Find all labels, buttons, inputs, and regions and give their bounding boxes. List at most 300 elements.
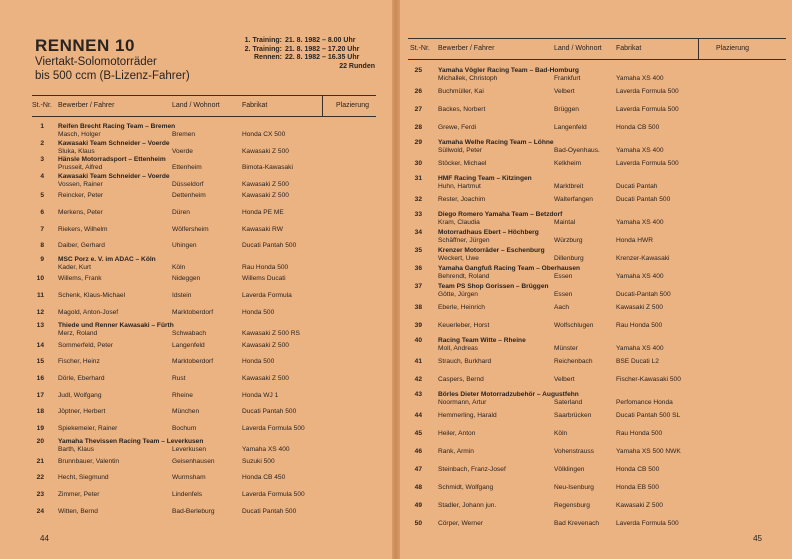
rider-hometown: Schwabach (172, 330, 207, 338)
rider-hometown: Velbert (554, 88, 575, 95)
entry-row (408, 282, 786, 300)
rider-name: Daiber, Gerhard (58, 242, 105, 250)
schedule-value: 21. 8. 1982 – 8.00 Uhr (285, 37, 356, 44)
schedule-value: 22. 8. 1982 – 16.35 Uhr (285, 54, 360, 62)
motorcycle-make: Yamaha XS 400 (616, 219, 664, 226)
start-number: 30 (414, 160, 422, 167)
entry-row (32, 205, 376, 222)
motorcycle-make: Krenzer-Kawasaki (616, 255, 670, 262)
start-number: 36 (414, 265, 422, 272)
team-name: Yamaha Gangfuß Racing Team – Oberhausen (438, 265, 581, 272)
rider-name: Buchmüller, Kai (438, 88, 484, 95)
motorcycle-make: Kawasaki Z 500 (616, 502, 663, 509)
entry-row (408, 138, 786, 156)
schedule-label: 1. Training: (244, 37, 282, 44)
race-title: RENNEN 10 (35, 36, 135, 55)
rider-hometown: Langenfeld (554, 124, 587, 131)
rider-hometown: Essen (554, 273, 573, 280)
rider-hometown: Neu-Isenburg (554, 484, 594, 491)
rider-name: Hecht, Siegmund (58, 474, 109, 482)
start-number: 46 (414, 448, 422, 455)
rider-hometown: Bremen (172, 131, 196, 138)
schedule-label: Rennen: (254, 54, 282, 62)
rider-name: Schäffner, Jürgen (438, 237, 490, 244)
rider-hometown: Vohenstrauss (554, 448, 594, 455)
motorcycle-make: Yamaha XS 400 (616, 147, 664, 154)
column-divider (322, 96, 323, 116)
rider-name: Strauch, Burkhard (438, 358, 492, 365)
rider-hometown: Aach (554, 304, 570, 311)
motorcycle-make: Ducati Pantah 500 SL (616, 412, 681, 419)
entry-list (32, 122, 376, 520)
motorcycle-make: Honda 500 (242, 358, 275, 366)
start-number: 41 (414, 358, 422, 365)
motorcycle-make: Perfomance Honda (616, 399, 673, 406)
rider-name: Rank, Armin (438, 448, 474, 455)
start-number: 21 (36, 457, 44, 465)
rider-name: Moll, Andreas (438, 345, 478, 352)
rider-hometown: Reichenbach (554, 358, 593, 365)
entry-row (32, 188, 376, 205)
entry-row (32, 437, 376, 454)
motorcycle-make: Laverda Formula 500 (616, 160, 679, 167)
start-number: 31 (414, 175, 422, 182)
motorcycle-make: Kawasaki Z 500 (242, 341, 289, 349)
entry-row (32, 321, 376, 338)
motorcycle-make: Laverda Formula (242, 291, 292, 299)
rider-hometown: Voerde (172, 147, 193, 155)
start-number: 37 (414, 283, 422, 290)
entry-row (408, 426, 786, 444)
rider-name: Süllwold, Peter (438, 147, 482, 154)
start-number: 43 (414, 391, 422, 398)
start-number: 3 (40, 156, 44, 164)
rider-hometown: Bad Krevenach (554, 520, 600, 527)
rider-name: Michallek, Christoph (438, 75, 498, 82)
motorcycle-make: Suzuki 500 (242, 457, 275, 465)
entry-row (408, 210, 786, 228)
start-number: 18 (36, 408, 44, 416)
entry-row (32, 271, 376, 288)
start-number: 42 (414, 376, 422, 383)
rider-hometown: Lindenfels (172, 491, 203, 499)
start-number: 8 (40, 242, 44, 250)
entry-row (408, 390, 786, 408)
motorcycle-make: Kawasaki Z 500 (242, 180, 289, 188)
rider-name: Dörle, Eberhard (58, 374, 105, 382)
rider-hometown: Uhingen (172, 242, 197, 250)
start-number: 5 (40, 192, 44, 200)
rider-name: Witten, Bernd (58, 507, 98, 515)
rider-hometown: Köln (172, 263, 186, 271)
start-number: 33 (414, 211, 422, 218)
start-number: 47 (414, 466, 422, 473)
entry-row (408, 84, 786, 102)
start-number: 1 (40, 123, 44, 130)
entry-row (32, 155, 376, 172)
rider-hometown: Münster (554, 345, 578, 352)
rider-hometown: Bochum (172, 424, 197, 432)
rider-hometown: Maintal (554, 219, 576, 226)
start-number: 19 (36, 424, 44, 432)
motorcycle-make: Willems Ducati (242, 275, 286, 283)
motorcycle-make: Rau Honda 500 (242, 263, 289, 271)
rider-name: Reincker, Peter (58, 192, 104, 200)
motorcycle-make: Yamaha XS 500 NWK (616, 448, 681, 455)
right-page (396, 0, 792, 559)
header-platz: Plazierung (336, 102, 370, 109)
entry-row (32, 122, 376, 139)
rider-hometown: Brüggen (554, 106, 579, 113)
rider-name: Huhn, Hartmut (438, 183, 481, 190)
motorcycle-make: BSE Ducati L2 (616, 358, 659, 365)
entry-row (408, 156, 786, 174)
header-land: Land / Wohnort (172, 102, 220, 109)
start-number: 25 (414, 67, 422, 74)
entry-row (32, 421, 376, 438)
motorcycle-make: Honda EB 500 (616, 484, 659, 491)
rider-name: Merkens, Peter (58, 208, 103, 216)
motorcycle-make: Honda CX 500 (242, 131, 286, 138)
motorcycle-make: Honda CB 450 (242, 474, 286, 482)
start-number: 17 (36, 391, 44, 399)
rider-name: Schenk, Klaus-Michael (58, 291, 126, 299)
start-number: 45 (414, 430, 422, 437)
rider-hometown: Köln (554, 430, 568, 437)
entry-row (408, 264, 786, 282)
entry-row (32, 139, 376, 156)
rider-hometown: Regensburg (554, 502, 590, 509)
start-number: 23 (36, 491, 44, 499)
rider-hometown: Wölfersheim (172, 225, 209, 233)
start-number: 48 (414, 484, 422, 491)
team-name: Yamaha Welhe Racing Team – Löhne (438, 139, 554, 146)
entry-row (32, 255, 376, 272)
header-nr: St.-Nr. (410, 45, 430, 52)
page-number: 44 (40, 534, 49, 543)
start-number: 4 (40, 172, 44, 180)
rider-hometown: Düren (172, 208, 190, 216)
entry-row (32, 404, 376, 421)
rider-hometown: Idstein (172, 291, 192, 299)
motorcycle-make: Honda PE ME (242, 208, 284, 216)
start-number: 11 (37, 291, 44, 299)
team-name: Krenzer Motorräder – Eschenburg (438, 247, 545, 254)
rider-name: Prusseit, Alfred (58, 164, 103, 172)
rider-name: Spiekemeier, Rainer (58, 424, 118, 432)
rider-hometown: Dettenheim (172, 192, 206, 200)
entry-row (408, 120, 786, 138)
team-name: Diego Romero Yamaha Team – Betzdorf (438, 211, 563, 218)
rider-name: Heiler, Anton (438, 430, 476, 437)
start-number: 28 (414, 124, 422, 131)
start-number: 26 (414, 88, 422, 95)
start-number: 10 (36, 275, 44, 283)
entry-row (408, 444, 786, 462)
rider-hometown: Rust (172, 374, 186, 382)
entry-row (408, 462, 786, 480)
entry-row (408, 174, 786, 192)
rider-hometown: Walterfangen (554, 196, 593, 203)
rider-name: Brunnbauer, Valentin (58, 457, 120, 465)
header-nr: St.-Nr. (32, 102, 52, 109)
motorcycle-make: Kawasaki Z 500 RS (242, 330, 300, 338)
start-number: 20 (36, 438, 44, 446)
entry-row (32, 470, 376, 487)
motorcycle-make: Honda CB 500 (616, 466, 660, 473)
motorcycle-make: Kawasaki RW (242, 225, 283, 233)
rounds-count: 22 Runden (339, 62, 375, 70)
rider-name: Judl, Wolfgang (58, 391, 102, 399)
motorcycle-make: Kawasaki Z 500 (242, 147, 289, 155)
entry-row (408, 336, 786, 354)
entry-row (408, 300, 786, 318)
rider-hometown: Essen (554, 291, 573, 298)
start-number: 35 (414, 247, 422, 254)
motorcycle-make: Kawasaki Z 500 (242, 374, 289, 382)
start-number: 16 (36, 374, 44, 382)
motorcycle-make: Kawasaki Z 500 (616, 304, 663, 311)
motorcycle-make: Rau Honda 500 (616, 322, 663, 329)
start-number: 29 (414, 139, 422, 146)
start-number: 12 (36, 308, 44, 316)
start-number: 7 (40, 225, 44, 233)
rider-name: Weckert, Uwe (438, 255, 479, 262)
subtitle-line: bis 500 ccm (B-Lizenz-Fahrer) (35, 70, 190, 82)
team-name: Thiede und Renner Kawasaki – Fürth (58, 322, 174, 330)
rider-name: Hemmerling, Harald (438, 412, 497, 419)
rider-hometown: Saterland (554, 399, 583, 406)
entry-row (32, 172, 376, 189)
team-name: HMF Racing Team – Kitzingen (438, 175, 532, 182)
motorcycle-make: Ducati Pantah 500 (242, 507, 297, 515)
team-name: Börles Dieter Motorradzubehör – Augustfehn (438, 391, 579, 398)
rider-hometown: Geisenhausen (172, 457, 215, 465)
start-number: 22 (36, 474, 44, 482)
motorcycle-make: Rau Honda 500 (616, 430, 663, 437)
start-number: 49 (414, 502, 422, 509)
rider-name: Caspers, Bernd (438, 376, 484, 383)
rider-name: Keuerleber, Horst (438, 322, 490, 329)
team-name: Yamaha Thevissen Racing Team – Leverkusen (58, 438, 204, 446)
motorcycle-make: Laverda Formula 500 (242, 491, 305, 499)
start-number: 40 (414, 337, 422, 344)
rider-hometown: Frankfurt (554, 75, 581, 82)
entry-row (32, 338, 376, 355)
rider-name: Steinbach, Franz-Josef (438, 466, 506, 473)
header-fabrikat: Fabrikat (616, 45, 642, 52)
entry-row (32, 305, 376, 322)
entry-row (32, 454, 376, 471)
team-name: Motorradhaus Ebert – Höchberg (438, 229, 539, 236)
entry-row (408, 498, 786, 516)
motorcycle-make: Ducati-Pantah 500 (616, 291, 671, 298)
motorcycle-make: Laverda Formula 500 (616, 88, 679, 95)
team-name: Kawasaki Team Schneider – Voerde (58, 172, 170, 180)
motorcycle-make: Ducati Pantah 500 (242, 242, 297, 250)
entry-row (408, 372, 786, 390)
start-number: 34 (414, 229, 422, 236)
rider-name: Sluka, Klaus (58, 147, 95, 155)
entry-row (32, 288, 376, 305)
motorcycle-make: Laverda Formula 500 (242, 424, 305, 432)
rider-name: Magold, Anton-Josef (58, 308, 119, 316)
rider-name: Sommerfeld, Peter (58, 341, 113, 349)
start-number: 6 (40, 208, 44, 216)
motorcycle-make: Yamaha XS 400 (616, 345, 664, 352)
team-name: Yamaha Vögler Racing Team – Bad-Homburg (438, 67, 579, 74)
motorcycle-make: Laverda Formula 500 (616, 106, 679, 113)
rider-hometown: Kelkheim (554, 160, 582, 167)
rider-hometown: Marktoberdorf (172, 358, 214, 366)
motorcycle-make: Yamaha XS 400 (242, 446, 290, 454)
rider-hometown: Bad-Berleburg (172, 507, 215, 515)
team-name: Reifen Brecht Racing Team – Bremen (58, 123, 176, 130)
motorcycle-make: Ducati Pantah 500 (616, 196, 671, 203)
rider-name: Cörper, Werner (438, 520, 483, 527)
entry-row (408, 318, 786, 336)
rider-name: Willems, Frank (58, 275, 102, 283)
rider-name: Schmidt, Wolfgang (438, 484, 494, 491)
schedule-value: 21. 8. 1982 – 17.20 Uhr (285, 45, 360, 53)
header-fabrikat: Fabrikat (242, 102, 268, 109)
start-number: 44 (414, 412, 422, 419)
header-land: Land / Wohnort (554, 45, 602, 52)
table-header (32, 95, 376, 117)
start-number: 50 (414, 520, 422, 527)
motorcycle-make: Honda 500 (242, 308, 275, 316)
entry-row (408, 66, 786, 84)
entry-row (408, 228, 786, 246)
rider-hometown: Ettenheim (172, 164, 202, 172)
rider-name: Riekers, Wilhelm (58, 225, 108, 233)
header-rider: Bewerber / Fahrer (438, 45, 495, 52)
rider-hometown: Dillenburg (554, 255, 584, 262)
entry-row (408, 516, 786, 534)
motorcycle-make: Ducati Pantah 500 (242, 408, 297, 416)
rider-name: Merz, Roland (58, 330, 98, 338)
motorcycle-make: Honda HWR (616, 237, 654, 244)
start-number: 27 (414, 106, 422, 113)
motorcycle-make: Honda CB 500 (616, 124, 660, 131)
schedule-row (225, 37, 375, 46)
rider-hometown: Leverkusen (172, 446, 207, 454)
rider-hometown: Rheine (172, 391, 193, 399)
rider-name: Rester, Joachim (438, 196, 486, 203)
start-number: 15 (36, 358, 44, 366)
rider-hometown: Völklingen (554, 466, 585, 473)
rider-name: Stadler, Johann jun. (438, 502, 497, 509)
rider-name: Kader, Kurt (58, 263, 91, 271)
rider-hometown: Würzburg (554, 237, 583, 244)
team-name: Kawasaki Team Schneider – Voerde (58, 139, 170, 147)
rider-hometown: München (172, 408, 200, 416)
rider-name: Grewe, Ferdi (438, 124, 477, 131)
entry-row (32, 487, 376, 504)
motorcycle-make: Honda WJ 1 (242, 391, 279, 399)
start-number: 2 (40, 139, 44, 147)
rider-name: Vossen, Rainer (58, 180, 103, 188)
rider-hometown: Düsseldorf (172, 180, 204, 188)
rider-hometown: Velbert (554, 376, 575, 383)
rider-hometown: Nideggen (172, 275, 201, 283)
schedule-label: 2. Training: (244, 45, 282, 53)
entry-list (408, 66, 786, 534)
rider-name: Jöptner, Herbert (58, 408, 106, 416)
subtitle-line: Viertakt-Solomotorräder (35, 56, 157, 68)
rider-hometown: Wurmsham (172, 474, 206, 482)
rider-name: Eberle, Heinrich (438, 304, 485, 311)
page-number: 45 (753, 534, 762, 543)
column-divider (698, 39, 699, 59)
entry-row (408, 192, 786, 210)
schedule-row (225, 46, 375, 55)
start-number: 39 (414, 322, 422, 329)
entry-row (408, 102, 786, 120)
entry-row (408, 480, 786, 498)
entry-row (408, 246, 786, 264)
rider-name: Noormann, Artur (438, 399, 487, 406)
schedule-row (225, 54, 375, 63)
rider-name: Kram, Claudia (438, 219, 480, 226)
rider-name: Behrendt, Roland (438, 273, 490, 280)
entry-row (32, 238, 376, 255)
entry-row (408, 408, 786, 426)
motorcycle-make: Kawasaki Z 500 (242, 192, 289, 200)
entry-row (32, 371, 376, 388)
motorcycle-make: Laverda Formula 500 (616, 520, 679, 527)
rider-hometown: Bad-Oyenhaus. (554, 147, 600, 154)
rider-hometown: Marktbreit (554, 183, 584, 190)
training-schedule (225, 37, 375, 71)
start-number: 24 (36, 507, 44, 515)
motorcycle-make: Bimota-Kawasaki (242, 164, 293, 172)
rider-hometown: Langenfeld (172, 341, 205, 349)
start-number: 32 (414, 196, 422, 203)
rider-name: Masch, Holger (58, 131, 101, 138)
motorcycle-make: Yamaha XS 400 (616, 273, 664, 280)
rider-name: Fischer, Heinz (58, 358, 100, 366)
rider-hometown: Wolfschlugen (554, 322, 594, 329)
rider-name: Stöcker, Michael (438, 160, 487, 167)
rider-hometown: Marktoberdorf (172, 308, 214, 316)
motorcycle-make: Fischer-Kawasaki 500 (616, 376, 681, 383)
entry-row (32, 504, 376, 521)
header-platz: Plazierung (716, 45, 750, 52)
rider-hometown: Saarbrücken (554, 412, 592, 419)
rider-name: Barth, Klaus (58, 446, 94, 454)
team-name: Hänsle Motorradsport – Ettenheim (58, 156, 166, 164)
rider-name: Zimmer, Peter (58, 491, 100, 499)
start-number: 13 (36, 322, 44, 330)
entry-row (32, 354, 376, 371)
motorcycle-make: Yamaha XS 400 (616, 75, 664, 82)
rider-name: Götte, Jürgen (438, 291, 478, 298)
start-number: 38 (414, 304, 422, 311)
start-number: 9 (40, 255, 44, 263)
header-rider: Bewerber / Fahrer (58, 102, 115, 109)
team-name: MSC Porz e. V. im ADAC – Köln (58, 255, 156, 263)
motorcycle-make: Ducati Pantah (616, 183, 658, 190)
table-header (408, 38, 786, 60)
rider-name: Backes, Norbert (438, 106, 486, 113)
start-number: 14 (36, 341, 44, 349)
entry-row (32, 222, 376, 239)
team-name: Racing Team Witte – Rheine (438, 337, 526, 344)
entry-row (32, 388, 376, 405)
entry-row (408, 354, 786, 372)
team-name: Team PS Shop Gorissen – Brüggen (438, 283, 549, 290)
